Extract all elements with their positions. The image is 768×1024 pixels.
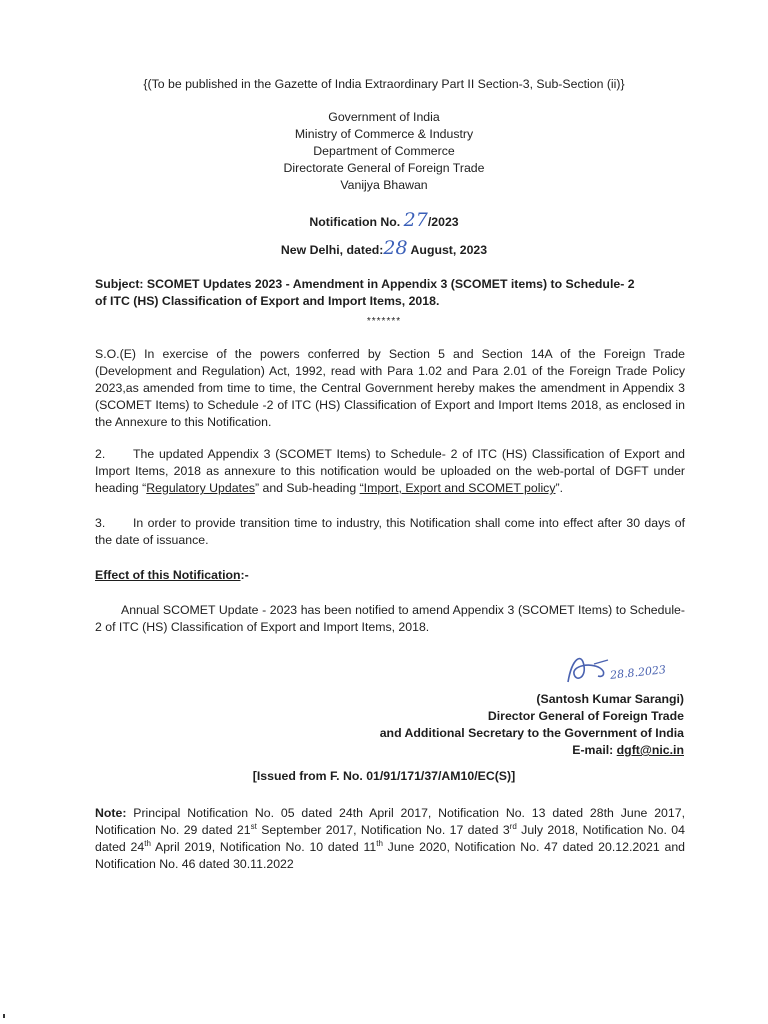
signatory-email: E-mail: dgft@nic.in	[572, 743, 684, 757]
scan-edge-mark	[3, 1014, 5, 1018]
regulatory-updates-heading: Regulatory Updates	[146, 481, 255, 495]
org-line: Ministry of Commerce & Industry	[294, 127, 474, 141]
paragraph-1: S.O.(E) In exercise of the powers conferred by Section 5 and Section 14A of the Foreign Trade (Development and Regulation) Act, 1992, read with Para 1.02 and Para 2.01 of the Foreign Trade Policy 2023,as amended from time to time, the Central Government hereby makes the amendment in Appendix 3 (SCOMET Items) to Schedule -2 of ITC (HS) Classification of Export and Import Items 2018, as enclosed in the Annexure to this Notification.	[95, 347, 685, 429]
scomet-policy-subheading: “Import, Export and SCOMET policy	[359, 481, 556, 495]
org-line: Vanijya Bhawan	[340, 178, 428, 192]
signatory-name: (Santosh Kumar Sarangi)	[536, 692, 684, 706]
signatory-title-2: and Additional Secretary to the Government of India	[379, 726, 684, 740]
effect-text: Annual SCOMET Update - 2023 has been notified to amend Appendix 3 (SCOMET Items) to Schedule-2 of ITC (HS) Classification of Export and Import Items, 2018.	[95, 603, 685, 634]
handwritten-signature	[560, 648, 680, 697]
notification-date: New Delhi, dated:28 August, 2023	[280, 237, 488, 259]
handwritten-sign-date: 28.8.2023	[609, 663, 667, 682]
note: Note: Principal Notification No. 05 dated 24th April 2017, Notification No. 13 dated 28th June 2017, Notification No. 29 dated 21st September 2017, Notification No. 17 dated 3rd July 2018, Notification No. 04 dated 24th April 2019, Notification No. 10 dated 11th June 2020, Notification No. 47 dated 20.12.2021 and Notification No. 46 dated 30.11.2022	[95, 806, 686, 871]
paragraph-3: 3. In order to provide transition time to industry, this Notification shall come into effect after 30 days of the date of issuance.	[95, 516, 685, 547]
signatory-title-1: Director General of Foreign Trade	[487, 709, 684, 723]
paragraph-2: 2. The updated Appendix 3 (SCOMET Items) to Schedule- 2 of ITC (HS) Classification of Export and Import Items, 2018 as annexure to this notification would be uploaded on the web-portal of DGFT under heading “Regulatory Updates” and Sub-heading “Import, Export and SCOMET policy”.	[95, 447, 685, 495]
handwritten-day: 28	[383, 237, 408, 259]
subject-line-1: Subject: SCOMET Updates 2023 - Amendment in Appendix 3 (SCOMET items) to Schedule- 2	[95, 277, 635, 291]
notification-number: Notification No. 27/2023	[309, 209, 459, 231]
org-line: Directorate General of Foreign Trade	[283, 161, 485, 175]
email-link[interactable]: dgft@nic.in	[616, 743, 684, 757]
issued-from: [Issued from F. No. 01/91/171/37/AM10/EC(S)]	[252, 769, 516, 783]
handwritten-number: 27	[403, 209, 428, 231]
effect-heading: Effect of this Notification:-	[95, 568, 249, 582]
separator: *******	[366, 316, 402, 327]
gazette-line: {(To be published in the Gazette of India Extraordinary Part II Section-3, Sub-Section (ii)}	[143, 77, 625, 91]
subject-line-2: of ITC (HS) Classification of Export and Import Items, 2018.	[95, 294, 440, 308]
org-line: Department of Commerce	[313, 144, 455, 158]
org-line: Government of India	[328, 110, 440, 124]
